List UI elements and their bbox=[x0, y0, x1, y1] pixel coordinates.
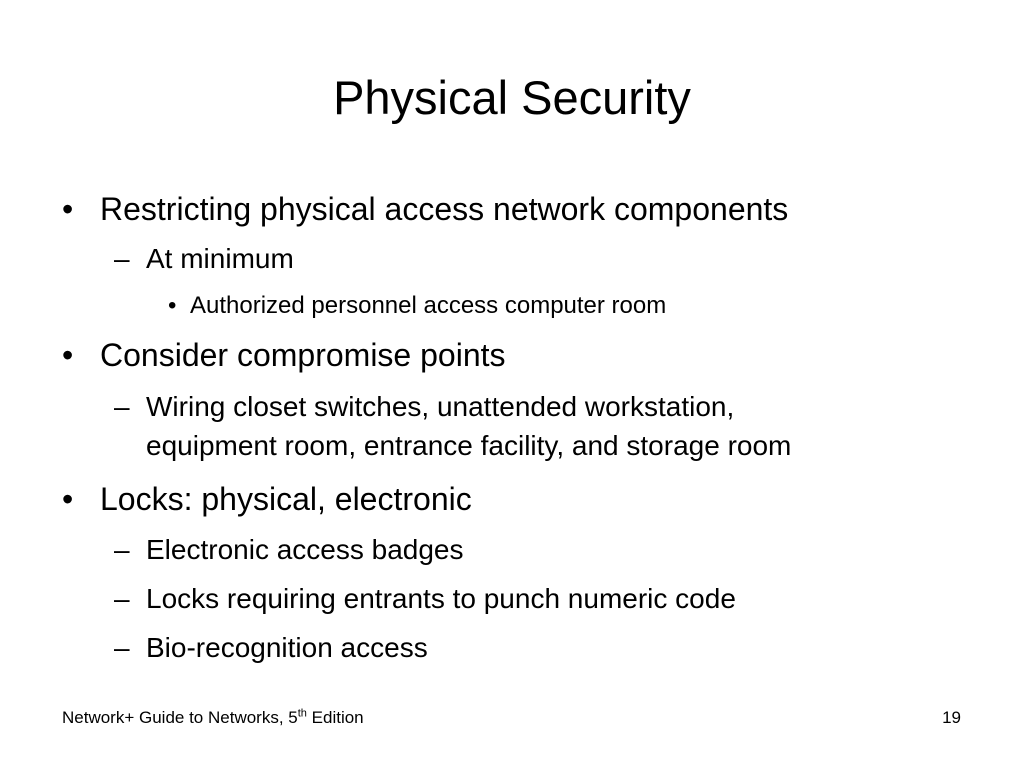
footer-title-prefix: Network+ Guide to Networks, 5 bbox=[62, 708, 298, 727]
sub-bullet-item bbox=[114, 629, 428, 667]
bullet-marker: • bbox=[62, 481, 74, 517]
bullet-text: Locks: physical, electronic bbox=[100, 481, 472, 517]
footer-book-title bbox=[62, 707, 364, 729]
dash-marker: – bbox=[114, 391, 130, 422]
sub-bullet-text-line-2: equipment room, entrance facility, and storage room bbox=[146, 430, 792, 461]
sub-bullet-text: At minimum bbox=[146, 243, 294, 274]
footer-edition-superscript: th bbox=[297, 707, 307, 720]
bullet-item bbox=[62, 479, 472, 519]
slide-title: Physical Security bbox=[333, 71, 691, 124]
dash-marker: – bbox=[114, 243, 130, 274]
sub-bullet-text: Electronic access badges bbox=[146, 534, 464, 565]
bullet-text: Restricting physical access network components bbox=[100, 191, 789, 227]
footer-title-suffix: Edition bbox=[306, 708, 364, 727]
sub-bullet-item bbox=[114, 580, 736, 618]
dash-marker: – bbox=[114, 534, 130, 565]
bullet-marker: • bbox=[62, 191, 74, 227]
bullet-item bbox=[62, 335, 506, 375]
bullet-text: Consider compromise points bbox=[100, 337, 506, 373]
sub-bullet-continuation bbox=[146, 427, 791, 465]
sub-bullet-item bbox=[114, 531, 464, 569]
bullet-marker: • bbox=[168, 292, 177, 319]
sub-bullet-text: Bio-recognition access bbox=[146, 632, 428, 663]
sub-bullet-text-line-1: Wiring closet switches, unattended workstation, bbox=[146, 391, 735, 422]
dash-marker: – bbox=[114, 632, 130, 663]
sub-sub-bullet-item bbox=[168, 291, 667, 321]
page-number: 19 bbox=[942, 708, 961, 727]
sub-bullet-item bbox=[114, 388, 735, 426]
sub-bullet-text: Locks requiring entrants to punch numeric code bbox=[146, 583, 736, 614]
bullet-marker: • bbox=[62, 337, 74, 373]
dash-marker: – bbox=[114, 583, 130, 614]
sub-bullet-item bbox=[114, 240, 294, 278]
bullet-item bbox=[62, 189, 789, 229]
sub-sub-bullet-text: Authorized personnel access computer room bbox=[190, 292, 667, 319]
